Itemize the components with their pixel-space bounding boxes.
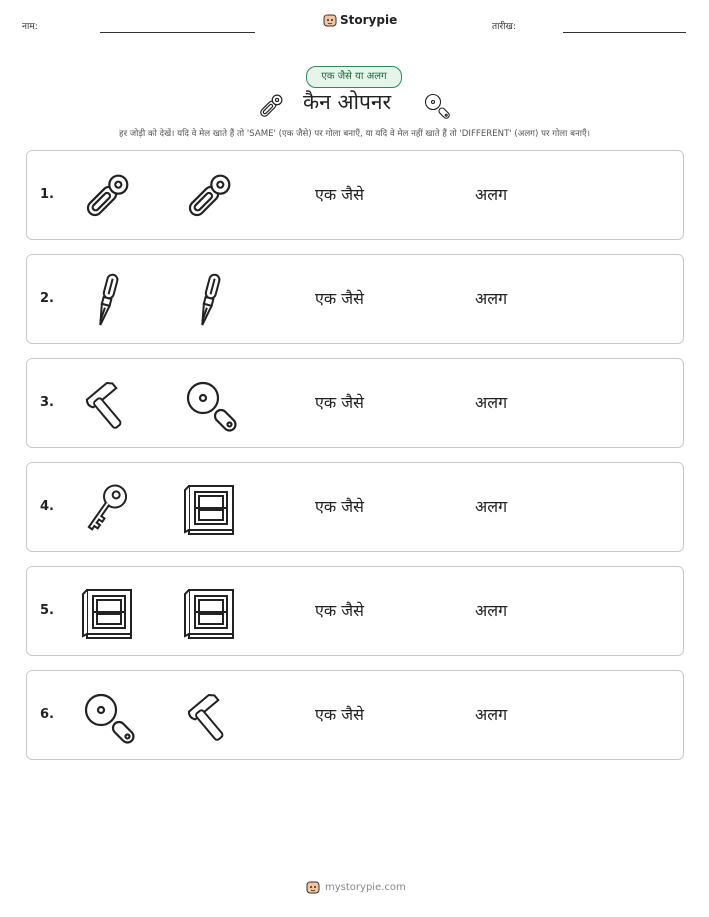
option-different[interactable]: अलग bbox=[475, 705, 508, 724]
name-label: नाम: bbox=[22, 22, 38, 32]
footer bbox=[306, 880, 406, 894]
option-same[interactable]: एक जैसे bbox=[315, 289, 364, 308]
hammer-icon bbox=[79, 376, 135, 432]
activity-badge: एक जैसे या अलग bbox=[306, 66, 402, 88]
worksheet-title: कैन ओपनर bbox=[303, 90, 392, 114]
brand-logo bbox=[323, 13, 397, 27]
date-label: तारीख: bbox=[492, 22, 516, 32]
question-number: 5. bbox=[40, 603, 54, 618]
cabinet-icon bbox=[79, 584, 135, 640]
hammer-icon bbox=[181, 688, 237, 744]
question-row bbox=[26, 670, 684, 760]
pizza-cutter-icon bbox=[181, 376, 237, 432]
option-different[interactable]: अलग bbox=[475, 601, 508, 620]
question-number: 6. bbox=[40, 707, 54, 722]
pizza-cutter-icon bbox=[422, 91, 450, 119]
storypie-mascot-icon bbox=[306, 880, 320, 894]
question-row bbox=[26, 566, 684, 656]
name-line[interactable] bbox=[100, 32, 255, 33]
question-number: 4. bbox=[40, 499, 54, 514]
option-different[interactable]: अलग bbox=[475, 497, 508, 516]
question-row bbox=[26, 358, 684, 448]
can-opener-icon bbox=[256, 91, 286, 121]
question-number: 2. bbox=[40, 291, 54, 306]
cabinet-icon bbox=[181, 480, 237, 536]
option-same[interactable]: एक जैसे bbox=[315, 601, 364, 620]
option-same[interactable]: एक जैसे bbox=[315, 705, 364, 724]
can-opener-icon bbox=[181, 168, 237, 224]
pizza-cutter-icon bbox=[79, 688, 135, 744]
instructions: हर जोड़ी को देखें। यदि वे मेल खाते हैं तो 'SAME' (एक जैसे) पर गोला बनाएँ, या यदि वे मेल नहीं खाते हैं तो 'DIFFERENT' (अलग) पर गोला बनाएँ। bbox=[119, 129, 590, 139]
option-same[interactable]: एक जैसे bbox=[315, 497, 364, 516]
question-row bbox=[26, 462, 684, 552]
question-number: 3. bbox=[40, 395, 54, 410]
option-different[interactable]: अलग bbox=[475, 185, 508, 204]
can-opener-icon bbox=[79, 168, 135, 224]
storypie-mascot-icon bbox=[323, 13, 337, 27]
craft-knife-icon bbox=[181, 272, 237, 328]
question-number: 1. bbox=[40, 187, 54, 202]
craft-knife-icon bbox=[79, 272, 135, 328]
option-same[interactable]: एक जैसे bbox=[315, 185, 364, 204]
footer-url[interactable]: mystorypie.com bbox=[325, 881, 406, 893]
cabinet-icon bbox=[181, 584, 237, 640]
key-icon bbox=[79, 480, 135, 536]
option-different[interactable]: अलग bbox=[475, 289, 508, 308]
question-row bbox=[26, 254, 684, 344]
brand-name: Storypie bbox=[340, 13, 398, 27]
option-different[interactable]: अलग bbox=[475, 393, 508, 412]
option-same[interactable]: एक जैसे bbox=[315, 393, 364, 412]
date-line[interactable] bbox=[563, 32, 686, 33]
question-row bbox=[26, 150, 684, 240]
